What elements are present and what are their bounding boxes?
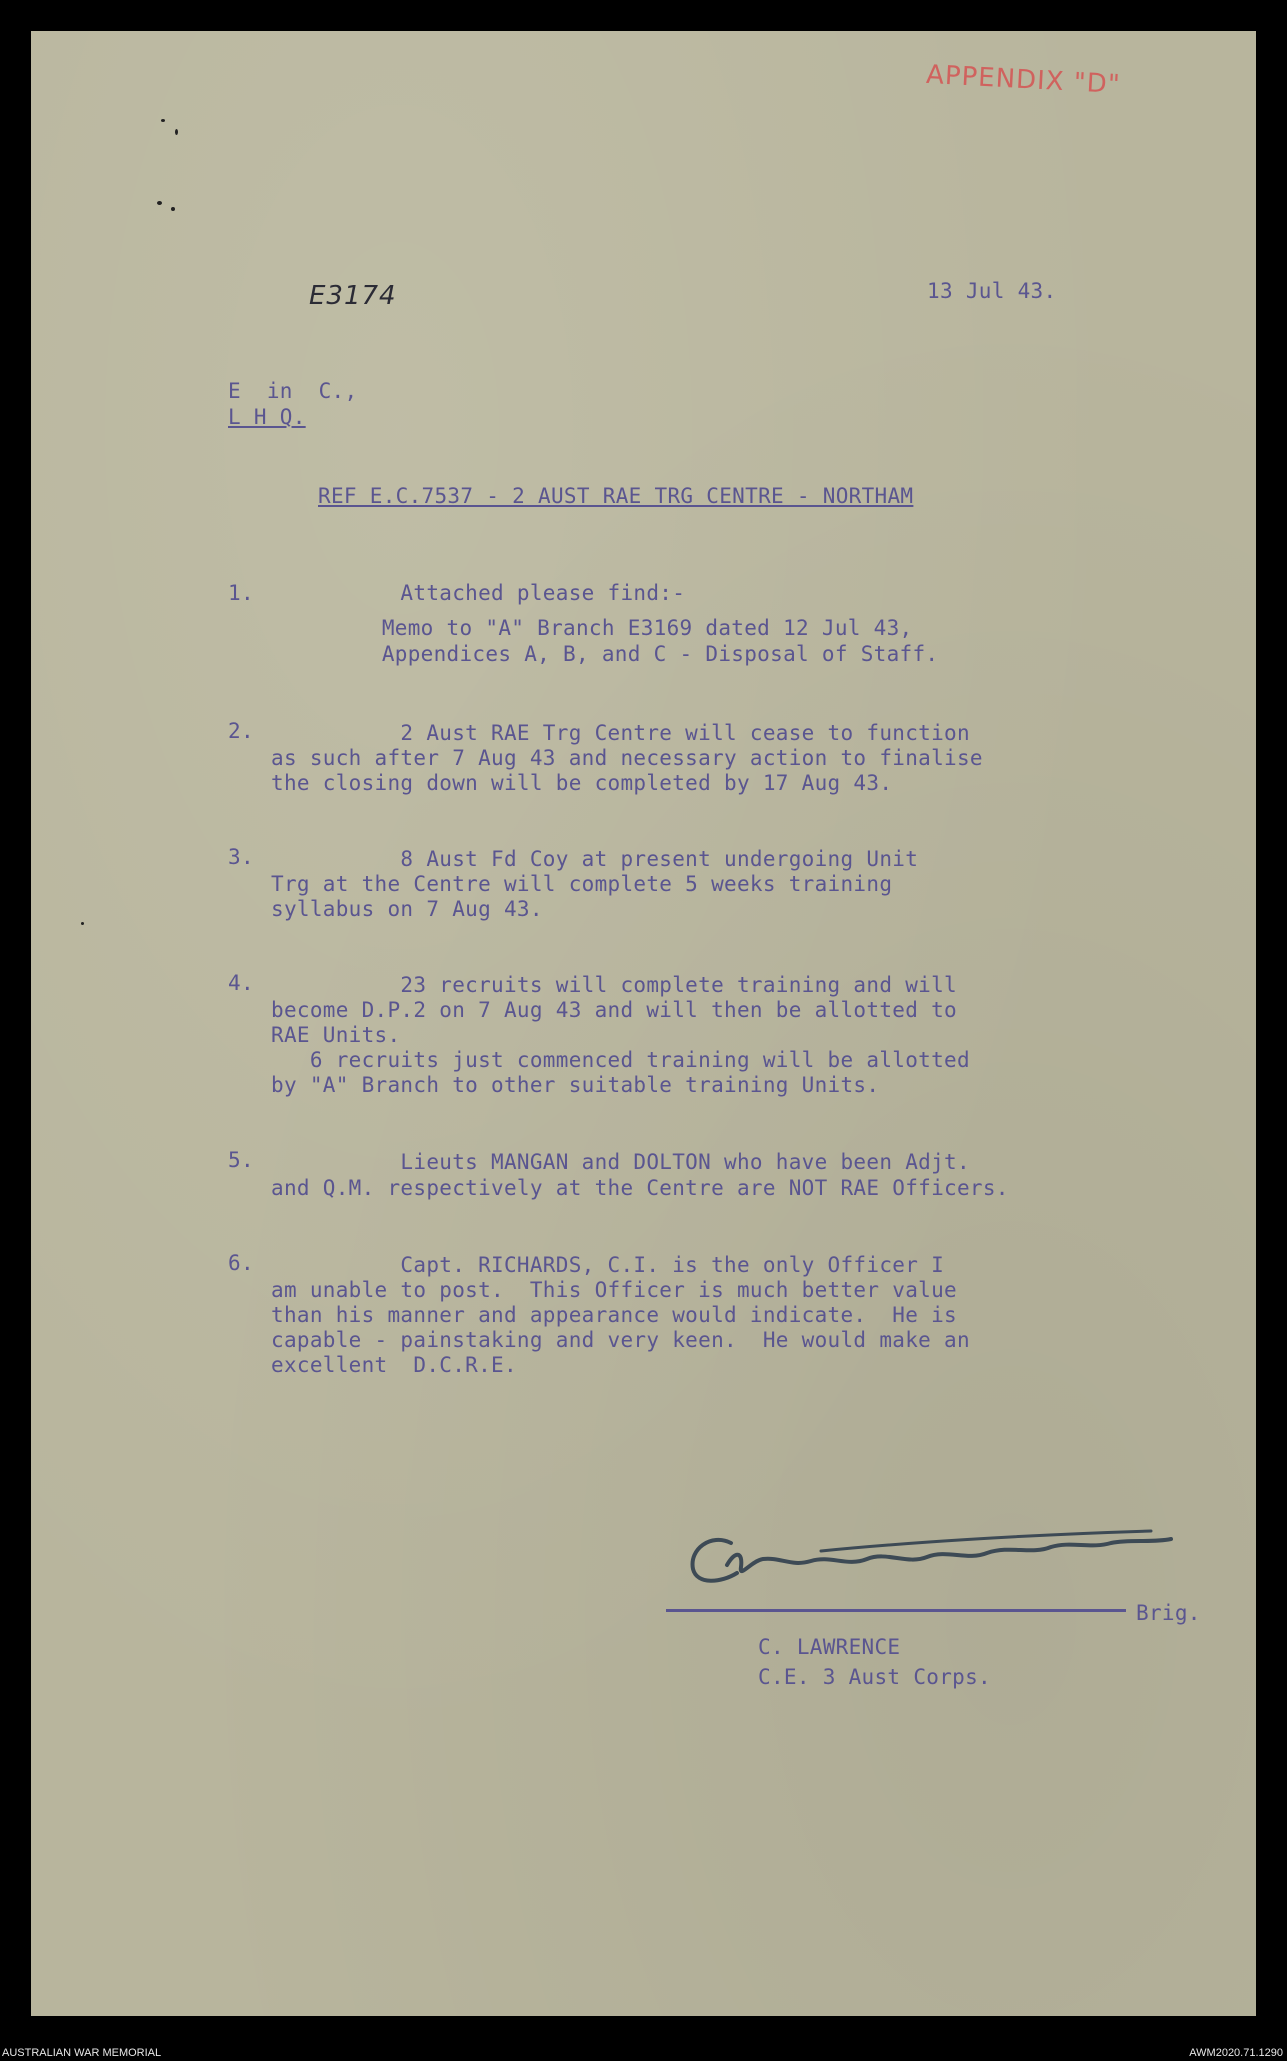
signature-line bbox=[666, 1609, 1126, 1612]
footer-right: AWM2020.71.1290 bbox=[1189, 2047, 1283, 2059]
file-reference: E3174 bbox=[309, 281, 397, 311]
paragraph-number: 6. bbox=[228, 1251, 254, 1275]
subject-line: REF E.C.7537 - 2 AUST RAE TRG CENTRE - NORTHAM bbox=[318, 484, 914, 508]
appendix-annotation: APPENDIX "D" bbox=[925, 59, 1122, 101]
paragraph-number: 1. bbox=[228, 581, 254, 605]
letter-date: 13 Jul 43. bbox=[927, 279, 1057, 303]
document-page bbox=[31, 31, 1256, 2016]
signature-scrawl bbox=[671, 1521, 1191, 1601]
paragraph-number: 5. bbox=[228, 1148, 254, 1172]
paragraph-line: by "A" Branch to other suitable training Units. bbox=[271, 1073, 880, 1097]
paragraph-line: 2 Aust RAE Trg Centre will cease to function bbox=[271, 721, 970, 745]
addressee-line-1: E in C., bbox=[228, 379, 358, 403]
paragraph-line: and Q.M. respectively at the Centre are NOT RAE Officers. bbox=[271, 1176, 1009, 1200]
paragraph-line: 6 recruits just commenced training will be allotted bbox=[271, 1048, 970, 1072]
paragraph-line: as such after 7 Aug 43 and necessary action to finalise bbox=[271, 746, 983, 770]
paragraph-line: become D.P.2 on 7 Aug 43 and will then be allotted to bbox=[271, 998, 957, 1022]
paragraph-line: the closing down will be completed by 17 Aug 43. bbox=[271, 771, 893, 795]
paragraph-line: syllabus on 7 Aug 43. bbox=[271, 897, 543, 921]
paragraph-number: 2. bbox=[228, 719, 254, 743]
paragraph-line: RAE Units. bbox=[271, 1023, 401, 1047]
paragraph-line: Attached please find:- bbox=[271, 581, 686, 605]
signature-title: C.E. 3 Aust Corps. bbox=[758, 1665, 991, 1689]
addressee-line-2: L H Q. bbox=[228, 405, 306, 429]
paragraph-line: excellent D.C.R.E. bbox=[271, 1353, 517, 1377]
paragraph-line: am unable to post. This Officer is much better value bbox=[271, 1278, 957, 1302]
signature-rank: Brig. bbox=[1136, 1601, 1201, 1625]
paragraph-line: 23 recruits will complete training and will bbox=[271, 973, 957, 997]
paragraph-line: Memo to "A" Branch E3169 dated 12 Jul 43, bbox=[343, 616, 913, 640]
paper-speck bbox=[161, 119, 165, 122]
footer-left: AUSTRALIAN WAR MEMORIAL bbox=[2, 2047, 162, 2059]
paragraph-line: Trg at the Centre will complete 5 weeks training bbox=[271, 872, 893, 896]
signature-name: C. LAWRENCE bbox=[758, 1635, 901, 1659]
paragraph-line: 8 Aust Fd Coy at present undergoing Unit bbox=[271, 847, 919, 871]
paragraph-line: capable - painstaking and very keen. He would make an bbox=[271, 1328, 970, 1352]
paragraph-line: than his manner and appearance would indicate. He is bbox=[271, 1303, 957, 1327]
paper-speck bbox=[157, 201, 162, 205]
paragraph-line: Capt. RICHARDS, C.I. is the only Officer I bbox=[271, 1253, 945, 1277]
paragraph-number: 3. bbox=[228, 845, 254, 869]
paragraph-line: Appendices A, B, and C - Disposal of Staff. bbox=[343, 642, 939, 666]
paper-speck bbox=[81, 922, 84, 925]
paper-speck bbox=[171, 207, 175, 211]
paragraph-number: 4. bbox=[228, 971, 254, 995]
paragraph-line: Lieuts MANGAN and DOLTON who have been Adjt. bbox=[271, 1150, 970, 1174]
paper-speck bbox=[175, 129, 178, 135]
